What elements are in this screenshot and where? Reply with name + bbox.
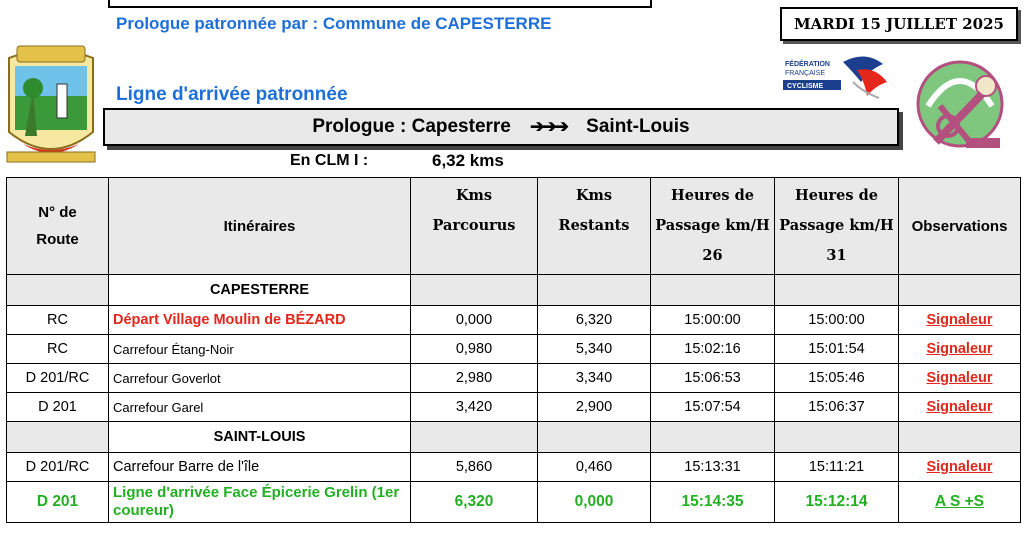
- header-heures-31: [775, 178, 899, 275]
- finish-row: [7, 482, 1021, 523]
- route-cell: D 201: [7, 393, 109, 422]
- section-row-saint-louis: [7, 422, 1021, 453]
- time-26-cell: 15:13:31: [651, 453, 775, 482]
- kms-parcourus-cell: 0,000: [411, 306, 538, 335]
- ffc-line3: CYCLISME: [787, 83, 824, 90]
- observation-link[interactable]: Signaleur: [899, 364, 1021, 393]
- stage-from: Capesterre: [411, 116, 511, 137]
- itinerary-cell: Carrefour Barre de l'île: [109, 453, 411, 482]
- kms-parcourus-cell: 5,860: [411, 453, 538, 482]
- kms-restants-cell: 3,340: [538, 364, 651, 393]
- observation-cell: A S +S: [899, 482, 1021, 523]
- kms-restants-cell: 0,460: [538, 453, 651, 482]
- table-row: [7, 453, 1021, 482]
- header-kms-parcourus: [411, 178, 538, 275]
- header-route-line2: Route: [36, 231, 79, 248]
- section-row-capesterre: [7, 275, 1021, 306]
- time-26-cell: 15:00:00: [651, 306, 775, 335]
- kms-restants-cell: 0,000: [538, 482, 651, 523]
- header-kms-restants-line2: Restants: [558, 217, 630, 234]
- observation-link[interactable]: Signaleur: [899, 453, 1021, 482]
- table-row: [7, 306, 1021, 335]
- header-heures-26-line1: Heures de: [671, 187, 754, 204]
- ffc-logo: [783, 52, 893, 106]
- header-kms-parcourus-line2: Parcourus: [432, 217, 516, 234]
- route-cell: D 201/RC: [7, 453, 109, 482]
- date-box: MARDI 15 JUILLET 2025: [780, 7, 1018, 41]
- kms-parcourus-cell: 3,420: [411, 393, 538, 422]
- stage-arrows: ➔➔➔: [530, 117, 567, 136]
- route-cell: RC: [7, 335, 109, 364]
- time-26-cell: 15:07:54: [651, 393, 775, 422]
- finish-line-sponsor: Ligne d'arrivée patronnée: [116, 84, 348, 105]
- time-31-cell: 15:00:00: [775, 306, 899, 335]
- time-31-cell: 15:06:37: [775, 393, 899, 422]
- time-26-cell: 15:06:53: [651, 364, 775, 393]
- top-rule: [108, 0, 652, 8]
- kms-parcourus-cell: 2,980: [411, 364, 538, 393]
- header-kms-parcourus-line1: Kms: [455, 187, 493, 204]
- table-row: [7, 364, 1021, 393]
- route-cell: D 201/RC: [7, 364, 109, 393]
- route-table: [6, 177, 1021, 523]
- header-heures-31-line2: Passage km/H: [779, 217, 894, 234]
- header-route: [7, 178, 109, 275]
- observation-link[interactable]: Signaleur: [899, 393, 1021, 422]
- ffc-line2: FRANÇAISE: [785, 70, 826, 77]
- route-cell: D 201: [7, 482, 109, 523]
- header-heures-31-line3: 31: [826, 247, 847, 264]
- stage-title-box: [103, 108, 899, 146]
- kms-parcourus-cell: 0,980: [411, 335, 538, 364]
- observation-link[interactable]: Signaleur: [899, 306, 1021, 335]
- clm-label: En CLM I :: [290, 152, 369, 169]
- time-26-cell: 15:14:35: [651, 482, 775, 523]
- section-city: CAPESTERRE: [109, 275, 411, 306]
- header-itineraires: Itinéraires: [109, 178, 411, 275]
- itinerary-cell: Carrefour Goverlot: [109, 364, 411, 393]
- time-31-cell: 15:05:46: [775, 364, 899, 393]
- itinerary-cell: Carrefour Garel: [109, 393, 411, 422]
- table-row: [7, 335, 1021, 364]
- header-observations: Observations: [899, 178, 1021, 275]
- header-heures-26: [651, 178, 775, 275]
- itinerary-cell: Départ Village Moulin de BÉZARD: [109, 306, 411, 335]
- time-31-cell: 15:11:21: [775, 453, 899, 482]
- itinerary-cell: Ligne d'arrivée Face Épicerie Grelin (1er coureur): [109, 482, 411, 523]
- kms-restants-cell: 2,900: [538, 393, 651, 422]
- kms-restants-cell: 6,320: [538, 306, 651, 335]
- route-cell: RC: [7, 306, 109, 335]
- kms-restants-cell: 5,340: [538, 335, 651, 364]
- header-kms-restants: [538, 178, 651, 275]
- time-31-cell: 15:01:54: [775, 335, 899, 364]
- clm-distance: 6,32 kms: [432, 151, 504, 170]
- table-header-row: [7, 178, 1021, 275]
- header-heures-26-line3: 26: [702, 247, 723, 264]
- stage-prefix: Prologue :: [312, 116, 407, 137]
- capesterre-crest-logo: [3, 40, 99, 172]
- prologue-sponsor: Prologue patronnée par : Commune de CAPESTERRE: [116, 14, 552, 33]
- itinerary-cell: Carrefour Étang-Noir: [109, 335, 411, 364]
- kms-parcourus-cell: 6,320: [411, 482, 538, 523]
- time-31-cell: 15:12:14: [775, 482, 899, 523]
- header-route-line1: N° de: [38, 204, 77, 221]
- stage-to: Saint-Louis: [586, 116, 690, 137]
- table-row: [7, 393, 1021, 422]
- observation-link[interactable]: Signaleur: [899, 335, 1021, 364]
- time-26-cell: 15:02:16: [651, 335, 775, 364]
- header-heures-26-line2: Passage km/H: [655, 217, 770, 234]
- section-city: SAINT-LOUIS: [109, 422, 411, 453]
- header-kms-restants-line1: Kms: [575, 187, 613, 204]
- ffc-line1: FÉDÉRATION: [785, 61, 830, 68]
- association-logo: [910, 46, 1010, 168]
- header-heures-31-line1: Heures de: [795, 187, 878, 204]
